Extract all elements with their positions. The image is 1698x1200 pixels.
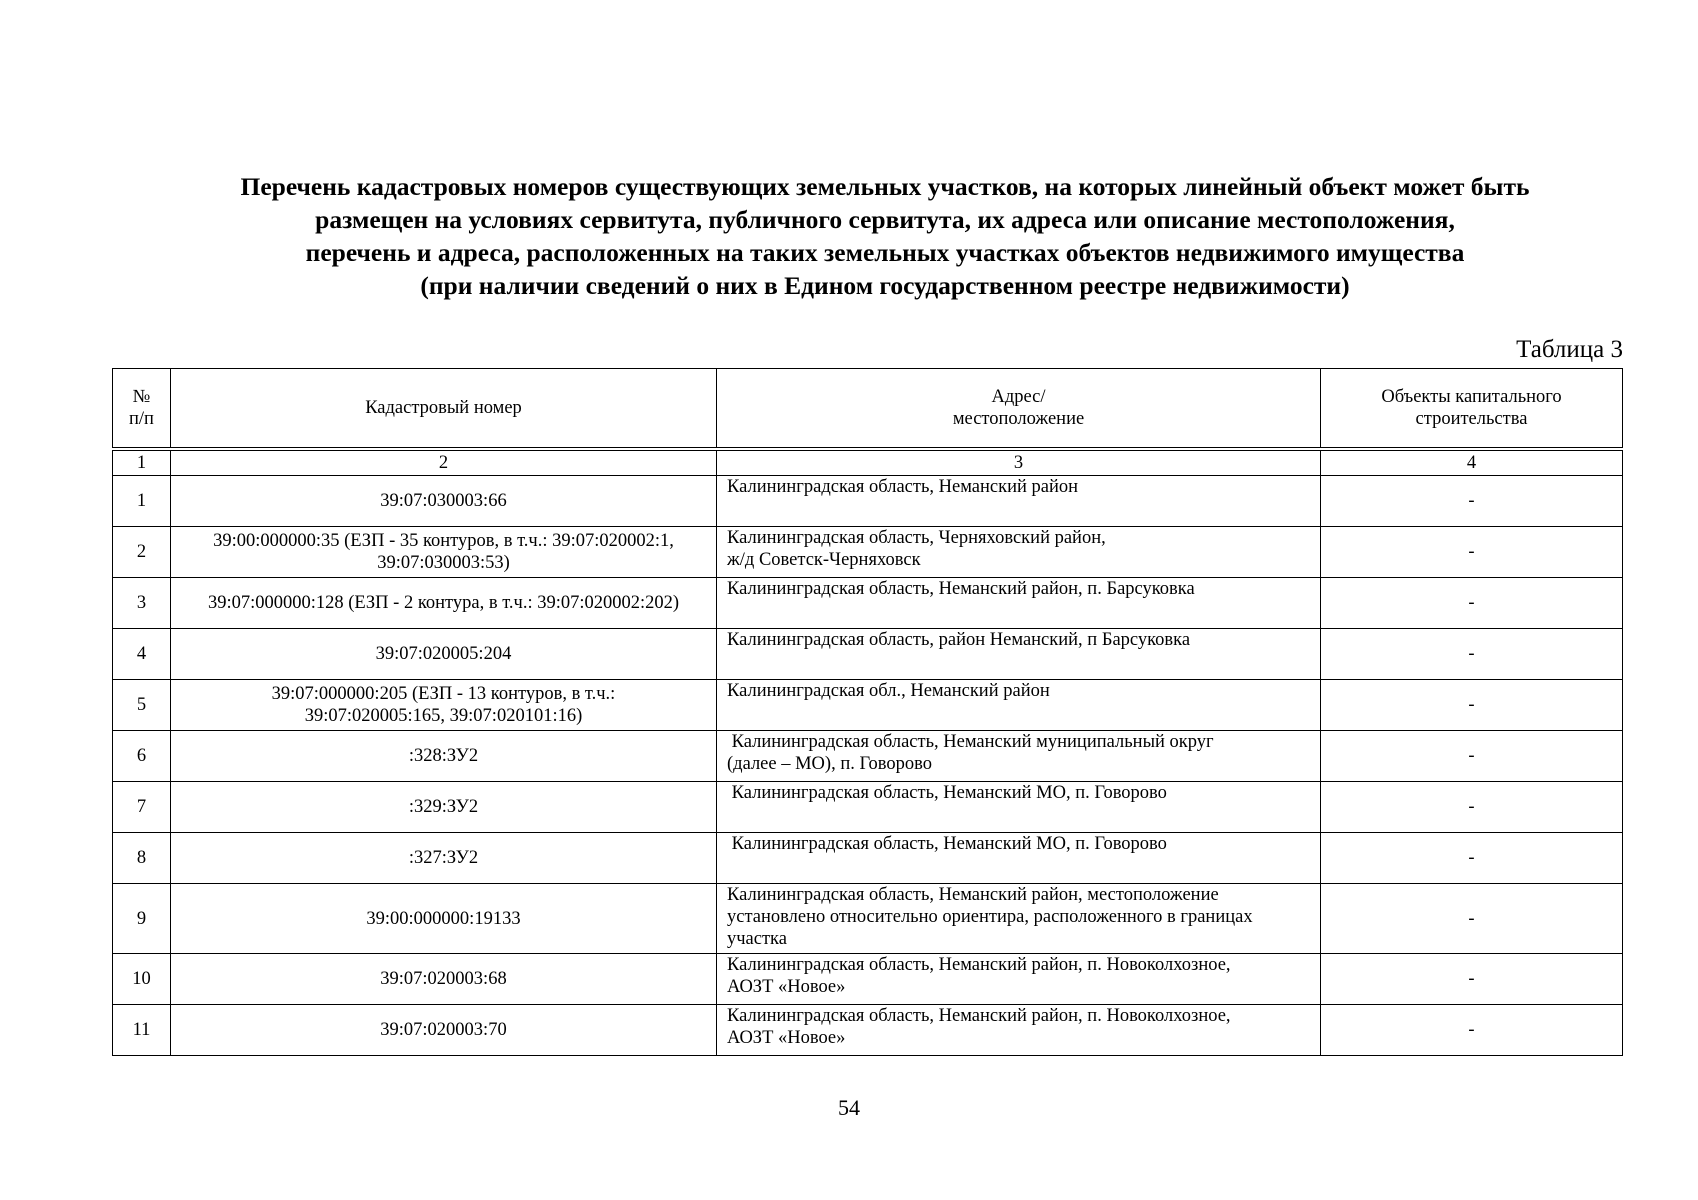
address-cell-line: Калининградская область, Неманский МО, п. Говорово: [727, 783, 1167, 803]
cadastral-number-cell-line: 39:07:020003:68: [380, 969, 507, 989]
header-num-line: №: [132, 387, 151, 407]
address-cell: [717, 782, 1321, 833]
address-cell-line: Калининградская область, район Неманский, п Барсуковка: [727, 630, 1191, 650]
address-cell: [717, 884, 1321, 954]
page-number: 54: [838, 1095, 860, 1120]
address-cell-line: установлено относительно ориентира, расположенного в границах: [727, 907, 1253, 927]
cadastral-number-cell-line: 39:07:020005:204: [375, 644, 512, 664]
cadastral-number-cell-line: :328:ЗУ2: [408, 746, 479, 766]
title-line: (при наличии сведений о них в Едином государственном реестре недвижимости): [420, 271, 1350, 300]
cadastral-number-cell: [171, 731, 717, 782]
capital-objects-cell: -: [1321, 578, 1623, 629]
address-cell-line: Калининградская обл., Неманский район: [727, 681, 1050, 701]
address-cell: [717, 476, 1321, 527]
cadastral-number-cell: [171, 629, 717, 680]
header-address-line: Адрес/: [991, 387, 1046, 407]
capital-objects-cell: -: [1321, 731, 1623, 782]
cadastral-number-cell-line: 39:07:000000:128 (ЕЗП - 2 контура, в т.ч.: 39:07:020002:202): [207, 593, 680, 613]
title-line: перечень и адреса, расположенных на таких земельных участках объектов недвижимого имущества: [305, 238, 1465, 267]
cadastral-number-cell: [171, 578, 717, 629]
cadastral-number-cell-line: 39:07:000000:205 (ЕЗП - 13 контуров, в т.ч.:: [271, 684, 616, 704]
address-cell-line: ж/д Советск-Черняховск: [727, 550, 921, 570]
row-number: 4: [113, 629, 171, 680]
address-cell: [717, 833, 1321, 884]
capital-objects-cell: -: [1321, 954, 1623, 1005]
cadastral-number-cell-line: 39:07:030003:53): [377, 553, 510, 573]
cadastral-number-cell-line: :327:ЗУ2: [408, 848, 479, 868]
header-num-line: п/п: [129, 409, 154, 429]
header-objects: [1321, 369, 1623, 450]
capital-objects-cell: -: [1321, 884, 1623, 954]
row-number: 11: [113, 1005, 171, 1056]
address-cell-line: Калининградская область, Неманский район: [727, 477, 1079, 497]
address-cell-line: Калининградская область, Неманский район, п. Новоколхозное,: [727, 1006, 1231, 1026]
address-cell: [717, 680, 1321, 731]
table-row: [113, 731, 1623, 782]
table-row: [113, 884, 1623, 954]
table-row: [113, 680, 1623, 731]
address-cell-line: АОЗТ «Новое»: [727, 977, 846, 997]
address-cell: [717, 1005, 1321, 1056]
table-row: [113, 527, 1623, 578]
cadastral-number-cell-line: 39:07:020005:165, 39:07:020101:16): [304, 706, 583, 726]
cadastral-number-cell-line: 39:07:020003:70: [380, 1020, 507, 1040]
capital-objects-cell: -: [1321, 527, 1623, 578]
cadastral-number-cell-line: 39:07:030003:66: [380, 491, 507, 511]
address-cell-line: Калининградская область, Неманский муниципальный округ: [727, 732, 1214, 752]
capital-objects-cell: -: [1321, 1005, 1623, 1056]
address-cell-line: Калининградская область, Черняховский район,: [727, 528, 1106, 548]
table-row: [113, 476, 1623, 527]
header-cadastral: Кадастровый номер: [171, 369, 717, 450]
header-objects-line: строительства: [1415, 409, 1528, 429]
row-number: 3: [113, 578, 171, 629]
address-cell-line: Калининградская область, Неманский МО, п. Говорово: [727, 834, 1167, 854]
cadastral-number-cell-line: :329:ЗУ2: [408, 797, 479, 817]
row-number: 5: [113, 680, 171, 731]
table-row: [113, 629, 1623, 680]
header-num: [113, 369, 171, 450]
table-row: [113, 782, 1623, 833]
cadastral-number-cell: [171, 1005, 717, 1056]
table-caption: Таблица 3: [1516, 336, 1623, 363]
table-header-row: [113, 369, 1623, 450]
address-cell-line: Калининградская область, Неманский район, п. Барсуковка: [727, 579, 1195, 599]
cadastral-table: [112, 368, 1623, 1056]
address-cell-line: АОЗТ «Новое»: [727, 1028, 846, 1048]
address-cell: [717, 629, 1321, 680]
capital-objects-cell: -: [1321, 680, 1623, 731]
column-number: 3: [717, 449, 1321, 476]
address-cell-line: участка: [727, 929, 787, 949]
row-number: 10: [113, 954, 171, 1005]
table-row: [113, 578, 1623, 629]
column-number: 2: [171, 449, 717, 476]
row-number: 1: [113, 476, 171, 527]
column-number: 1: [113, 449, 171, 476]
address-cell-line: Калининградская область, Неманский район, п. Новоколхозное,: [727, 955, 1231, 975]
header-objects-line: Объекты капитального: [1381, 387, 1562, 407]
cadastral-number-cell-line: 39:00:000000:35 (ЕЗП - 35 контуров, в т.ч.: 39:07:020002:1,: [213, 531, 674, 551]
header-address-line: местоположение: [952, 409, 1085, 429]
table-row: [113, 1005, 1623, 1056]
table-row: [113, 833, 1623, 884]
address-cell-line: Калининградская область, Неманский район, местоположение: [727, 885, 1219, 905]
row-number: 7: [113, 782, 171, 833]
cadastral-number-cell-line: 39:00:000000:19133: [366, 908, 521, 929]
row-number: 8: [113, 833, 171, 884]
address-cell: [717, 731, 1321, 782]
cadastral-number-cell: [171, 476, 717, 527]
address-cell-line: (далее – МО), п. Говорово: [727, 754, 933, 774]
capital-objects-cell: -: [1321, 476, 1623, 527]
title-line: размещен на условиях сервитута, публичного сервитута, их адреса или описание местоположения,: [315, 205, 1455, 234]
column-number-row: [113, 449, 1623, 476]
capital-objects-cell: -: [1321, 782, 1623, 833]
address-cell: [717, 954, 1321, 1005]
row-number: 6: [113, 731, 171, 782]
capital-objects-cell: -: [1321, 833, 1623, 884]
cadastral-number-cell: [171, 782, 717, 833]
address-cell: [717, 527, 1321, 578]
title-line: Перечень кадастровых номеров существующих земельных участков, на которых линейный объект может быть: [240, 172, 1530, 201]
document-title: [110, 170, 1660, 302]
header-address: [717, 369, 1321, 450]
capital-objects-cell: -: [1321, 629, 1623, 680]
column-number: 4: [1321, 449, 1623, 476]
table-row: [113, 954, 1623, 1005]
cadastral-number-cell: [171, 527, 717, 578]
row-number: 2: [113, 527, 171, 578]
cadastral-number-cell: [171, 680, 717, 731]
row-number: 9: [113, 884, 171, 954]
cadastral-number-cell: [171, 884, 717, 954]
cadastral-number-cell: [171, 833, 717, 884]
address-cell: [717, 578, 1321, 629]
cadastral-number-cell: [171, 954, 717, 1005]
